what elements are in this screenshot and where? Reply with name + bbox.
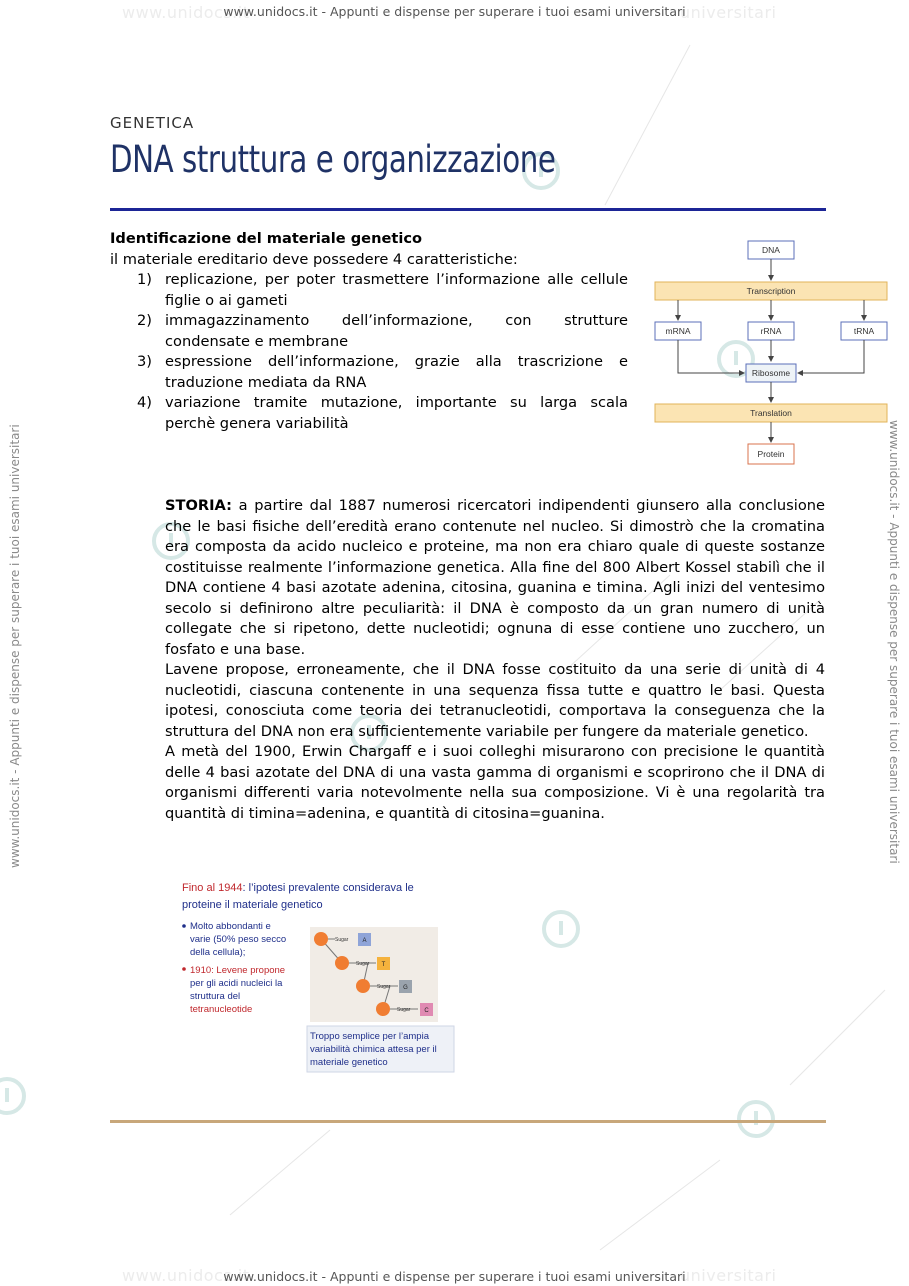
storia-lead: STORIA: [165, 497, 232, 514]
base-a-label: A [362, 938, 367, 944]
storia-paragraph: Lavene propose, erroneamente, che il DNA fosse costituito da una serie di unità di 4 nucleotidi, ciascuna contenente in una sequenza fissa tutte e quattro le basi. Questa ipotesi, conosciuta come teoria dei tetranucleotidi, comportava la conseguenza che la struttura del DNA non era sufficientemente variabile per fungere da materiale genetico. [165, 661, 825, 740]
list-item [110, 393, 628, 434]
mrna-label: mRNA [665, 326, 691, 336]
storia-paragraph: A metà del 1900, Erwin Chargaff e i suoi colleghi misurarono con precisione le quantità delle 4 basi azotate del DNA di una vasta gamma di organismi e scoprirono che il DNA di organismi differenti varia notevolmente nella sua composizione. Vi è una regolarità tra quantità di timina=adenina, e quantità di citosina=guanina. [165, 743, 825, 822]
intro-heading: Identificazione del materiale genetico [110, 230, 423, 247]
list-number: 1) [137, 271, 152, 288]
list-number: 4) [137, 394, 152, 411]
sugar-label: Sugar [377, 984, 391, 990]
phosphate-icon [356, 979, 370, 993]
gene-expression-diagram [650, 236, 892, 468]
bottom-rule [110, 1120, 826, 1123]
translation-label: Translation [750, 408, 792, 418]
trna-label: tRNA [853, 326, 875, 336]
slide-bullet-1: Molto abbondanti e [190, 921, 271, 932]
watermark-top: www.unidocs.it - Appunti e dispense per superare i tuoi esami universitari [223, 4, 686, 19]
watermark-logo-icon [735, 1098, 777, 1140]
list-item [110, 352, 628, 393]
protein-label: Protein [757, 449, 785, 459]
storia-paragraph [165, 496, 825, 660]
watermark-side-right: www.unidocs.it - Appunti e dispense per superare i tuoi esami universitari [887, 420, 901, 864]
list-number: 3) [137, 353, 152, 370]
slide-caption-line3: materiale genetico [310, 1057, 388, 1068]
watermark-ghost-right: universitari [680, 3, 777, 22]
slide-bullet-1-line3: della cellula); [190, 947, 246, 958]
watermark-logo-icon [540, 908, 582, 950]
list-item [110, 311, 628, 352]
intro-section [110, 229, 628, 434]
slide-bullet-1-line2: varie (50% peso secco [190, 934, 287, 945]
slide-caption: Troppo semplice per l’ampia [310, 1031, 429, 1042]
sugar-label: Sugar [356, 961, 370, 967]
bullet-icon [182, 967, 186, 971]
transcription-label: Transcription [746, 286, 796, 296]
slide-title: Fino al 1944: l’ipotesi prevalente considerava le [182, 882, 414, 894]
rrna-label: rRNA [760, 326, 782, 336]
watermark-ghost-left-bottom: www.unidocs.it [122, 1266, 250, 1285]
page-title: DNA struttura e organizzazione [110, 138, 556, 181]
phosphate-icon [335, 956, 349, 970]
phosphate-icon [314, 932, 328, 946]
slide-bullet-2-line3: struttura del [190, 991, 241, 1002]
sugar-label: Sugar [335, 937, 349, 943]
watermark-side-left: www.unidocs.it - Appunti e dispense per superare i tuoi esami universitari [8, 424, 22, 868]
list-text: replicazione, per poter trasmettere l’informazione alle cellule figlie o ai gameti [165, 271, 628, 309]
phosphate-icon [376, 1002, 390, 1016]
tetranucleotide-figure [310, 927, 438, 1022]
slide-caption-line2: variabilità chimica attesa per il [310, 1044, 437, 1055]
watermark-ghost-left: www.unidocs.it [122, 3, 250, 22]
title-rule [110, 208, 826, 211]
sugar-label: Sugar [397, 1007, 411, 1013]
base-t-label: T [381, 962, 386, 968]
slide-title-line2: proteine il materiale genetico [182, 899, 323, 911]
list-text: espressione dell’informazione, grazie alla trascrizione e traduzione mediata da RNA [165, 353, 628, 391]
section-label: GENETICA [110, 114, 195, 132]
storia-text: a partire dal 1887 numerosi ricercatori indipendenti giunsero alla conclusione che le basi fisiche dell’eredità erano contenute nel nucleo. Si dimostrò che la cromatina era composta da acido nucleico e proteine, ma non era chiaro quale di queste sostanze costituisse realmente l’informazione genetica. Alla fine del 800 Albert Kossel stabilì che il DNA contiene 4 basi azotate adenina, citosina, guanina e timina. Agli inizi del ventesimo secolo si definirono altre peculiarità: il DNA è composto da un gran numero di unità collegate che si ripetono, dette nucleotidi; ognuna di esse contiene uno zucchero, un fosfato e una base. [165, 497, 825, 658]
list-item [110, 270, 628, 311]
watermark-ghost-right-bottom: universitari [680, 1266, 777, 1285]
watermark-logo-icon [0, 1075, 28, 1117]
slide-bullet-2-line2: per gli acidi nucleici la [190, 978, 283, 989]
ribosome-label: Ribosome [751, 368, 791, 378]
storia-section [165, 496, 825, 824]
bullet-icon [182, 924, 186, 928]
slide-figure [170, 872, 465, 1077]
list-number: 2) [137, 312, 152, 329]
watermark-bottom: www.unidocs.it - Appunti e dispense per superare i tuoi esami universitari [223, 1269, 686, 1284]
list-text: immagazzinamento dell’informazione, con strutture condensate e membrane [165, 312, 628, 350]
slide-bullet-2-line4: tetranucleotide [190, 1004, 253, 1015]
list-text: variazione tramite mutazione, importante su larga scala perchè genera variabilità [165, 394, 628, 432]
intro-lead: il materiale ereditario deve possedere 4 caratteristiche: [110, 250, 518, 268]
dna-label: DNA [762, 245, 780, 255]
base-c-label: C [424, 1008, 429, 1014]
slide-bullet-2: 1910: Levene propone [190, 965, 286, 976]
characteristics-list [110, 270, 628, 434]
base-g-label: G [403, 985, 408, 991]
